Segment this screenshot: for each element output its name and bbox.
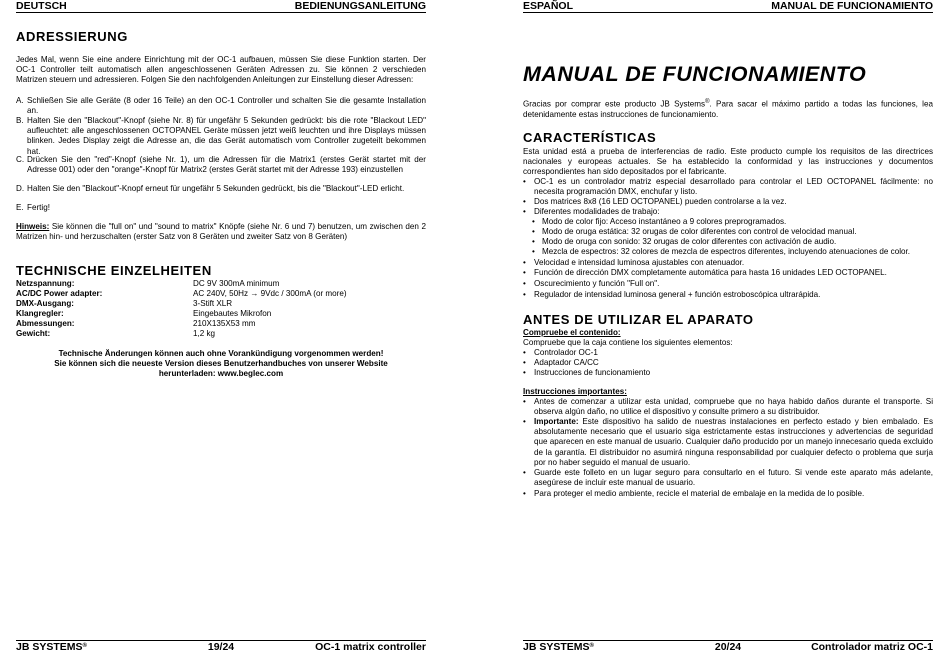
page-header: [16, 0, 426, 13]
spec-value: AC 240V, 50Hz → 9Vdc / 300mA (or more): [193, 289, 347, 298]
list-item: [16, 184, 426, 194]
list-item: • Regulador de intensidad luminosa general + función estroboscópica ultrarápida.: [523, 290, 821, 299]
spec-key: Klangregler:: [16, 309, 64, 318]
list-item: [16, 116, 426, 157]
list-marker: D.: [16, 184, 25, 193]
spec-row: [16, 279, 426, 289]
features-intro: Esta unidad está a prueba de interferencias de radio. Este producto cumple los requisitos de las directrices nacionales y europeas actuales. Se ha establecido la conformidad y las instrucciones y documentos correspondientes han sido depositados por el fabricante.: [523, 147, 933, 177]
section-title-adressierung: ADRESSIERUNG: [16, 29, 128, 44]
header-language: DEUTSCH: [16, 0, 67, 12]
spec-value: 210X135X53 mm: [193, 319, 256, 328]
list-item: • Dos matrices 8x8 (16 LED OCTOPANEL) pueden controlarse a la vez.: [523, 197, 787, 206]
page-footer: [16, 640, 426, 654]
section-title-antes-de-utilizar: ANTES DE UTILIZAR EL APARATO: [523, 312, 754, 327]
list-item: • Antes de comenzar a utilizar esta unidad, compruebe que no haya habido daños durante el transporte. Si observa algún daño, no utilice el dispositivo y consulte primero a su distribuidor.: [523, 397, 933, 417]
list-item: [16, 203, 426, 213]
list-marker: A.: [16, 96, 24, 105]
list-item: • Para proteger el medio ambiente, recicle el material de embalaje en la medida de lo posible.: [523, 489, 865, 498]
header-language: ESPAÑOL: [523, 0, 573, 12]
list-item: • Oscurecimiento y función "Full on".: [523, 279, 660, 288]
hint-paragraph: [16, 222, 426, 242]
spec-key: Netzspannung:: [16, 279, 75, 288]
hint-label: Hinweis:: [16, 222, 50, 231]
section-title-caracteristicas: CARACTERÍSTICAS: [523, 130, 657, 145]
list-marker: E.: [16, 203, 24, 212]
right-page: [523, 0, 933, 654]
list-item: • Adaptador CA/CC: [523, 358, 599, 367]
spec-key: Abmessungen:: [16, 319, 75, 328]
spec-key: DMX-Ausgang:: [16, 299, 74, 308]
spec-value: Eingebautes Mikrofon: [193, 309, 272, 318]
spec-row: [16, 319, 426, 329]
spec-key: Gewicht:: [16, 329, 51, 338]
list-item: • Modo de oruga con sonido: 32 orugas de color diferentes con activación de audio.: [532, 237, 837, 246]
check-intro: Compruebe que la caja contiene los siguientes elementos:: [523, 338, 733, 347]
list-text: Fertig!: [27, 203, 50, 212]
list-text: Drücken Sie den "red"-Knopf (siehe Nr. 1), um die Adressen für die Matrix1 (erstes Gerät startet mit der Adresse 001) oder den "orange"-Knopf für Matrix2 (erstes Gerät startet mit der Adresse 193) einzustellen: [27, 155, 426, 175]
list-item: • Importante: Este dispositivo ha salido de nuestras instalaciones en perfecto estado y bien embalado. Es absolutamente necesario que el usuario siga estrictamente estas instrucciones y advertencias de seguridad que aparecen en este manual de usuario. Cualquier daño producido por un manejo innecesario queda excluido de la garantía. El distribuidor no asumirá ninguna responsabilidad por cualquier defecto o problema que surja por no haber seguido el manual de usuario.: [523, 417, 933, 467]
list-item: • Función de dirección DMX completamente automática para hasta 16 unidades LED OCTOPANEL.: [523, 268, 887, 277]
list-text: Halten Sie den "Blackout"-Knopf (siehe Nr. 8) für ungefähr 5 Sekunden gedrückt: bis die rote "Blackout LED" aufleuchtet: alle angeschlossenen OCTOPANEL Geräte müssen jetzt weiß leuchten und ihre Displays müssen blinken. Jedes Display zeigt die Adresse an, die das Gerät automatisch vom Controller zugeteilt bekommen hat.: [27, 116, 426, 156]
hint-text: Sie können die "full on" und "sound to matrix" Knöpfe (siehe Nr. 6 und 7) benutzen, um zwischen den 2 Matrizen hin- und herzuschalten (erster Satz von 8 Geräten und zweiter Satz von 8 Geräten): [16, 222, 426, 242]
list-item: [16, 96, 426, 116]
section-title-technische-einzelheiten: TECHNISCHE EINZELHEITEN: [16, 263, 212, 278]
spec-row: [16, 289, 426, 299]
left-page: [16, 0, 426, 654]
list-item: • Velocidad e intensidad luminosa ajustables con atenuador.: [523, 258, 745, 267]
list-item: • Controlador OC-1: [523, 348, 598, 357]
list-text: Schließen Sie alle Geräte (8 oder 16 Teile) an den OC-1 Controller und schalten Sie die gesamte Installation an.: [27, 96, 426, 116]
footer-product: OC-1 matrix controller: [315, 641, 426, 653]
list-item: • Guarde este folleto en un lugar seguro para consultarlo en el futuro. Si vende este aparato más adelante, asegúrese de incluir este manual de usuario.: [523, 468, 933, 488]
footer-page-number: 19/24: [207, 641, 235, 653]
header-title: MANUAL DE FUNCIONAMIENTO: [771, 0, 933, 12]
spec-value: 3-Stift XLR: [193, 299, 233, 308]
list-item: • Modo de color fijo: Acceso instantáneo a 9 colores preprogramados.: [532, 217, 787, 226]
footer-brand: JB SYSTEMS®: [523, 641, 594, 653]
footer-product: Controlador matriz OC-1: [811, 641, 933, 653]
spec-row: [16, 299, 426, 309]
spec-key: AC/DC Power adapter:: [16, 289, 103, 298]
spec-row: [16, 309, 426, 319]
list-marker: B.: [16, 116, 24, 125]
footer-page-number: 20/24: [714, 641, 742, 653]
spec-value: DC 9V 300mA minimum: [193, 279, 280, 288]
list-item: • Diferentes modalidades de trabajo:: [523, 207, 660, 216]
list-item: • Mezcla de espectros: 32 colores de mezcla de espectros diferentes, incluyendo atenuaciones de color.: [532, 247, 911, 256]
list-item: • OC-1 es un controlador matriz especial desarrollado para controlar el LED OCTOPANEL fácilmente: no necesita programación DMX, enchufar y listo.: [523, 177, 933, 197]
document-title: MANUAL DE FUNCIONAMIENTO: [523, 62, 867, 86]
notice-line: Sie können sich die neueste Version dieses Benutzerhandbuches von unserer Website: [54, 359, 388, 368]
intro-paragraph: Gracias por comprar este producto JB Systems®. Para sacar el máximo partido a todas las funciones, lea detenidamente estas instrucciones de funcionamiento.: [523, 99, 933, 119]
page-header: [523, 0, 933, 13]
list-item: • Instrucciones de funcionamiento: [523, 368, 651, 377]
subsection-title: Compruebe el contenido:: [523, 328, 621, 337]
intro-paragraph: Jedes Mal, wenn Sie eine andere Einrichtung mit der OC-1 aufbauen, müssen Sie diese Funktion starten. Der OC-1 Controller teilt automatisch allen angeschlossenen Geräten Adressen zu. Sie können 2 verschieden Matrizen steuern und adressieren. Folgen Sie den nachfolgenden Anleitungen zur Einstellung dieser Adressen:: [16, 55, 426, 85]
notice-line: Technische Änderungen können auch ohne Vorankündigung vorgenommen werden!: [58, 349, 384, 358]
list-marker: C.: [16, 155, 25, 164]
list-item: [16, 155, 426, 175]
footer-brand: JB SYSTEMS®: [16, 641, 87, 653]
list-text: Halten Sie den "Blackout"-Knopf erneut für ungefähr 5 Sekunden gedrückt, bis die "Blackout"-LED erlicht.: [27, 184, 405, 193]
list-item: • Modo de oruga estática: 32 orugas de color diferentes con control de velocidad manual.: [532, 227, 857, 236]
header-title: BEDIENUNGSANLEITUNG: [294, 0, 426, 12]
page-footer: [523, 640, 933, 654]
subsection-title: Instrucciones importantes:: [523, 387, 627, 396]
spec-row: [16, 329, 426, 339]
spec-value: 1,2 kg: [193, 329, 216, 338]
notice-line: herunterladen: www.beglec.com: [158, 369, 284, 378]
